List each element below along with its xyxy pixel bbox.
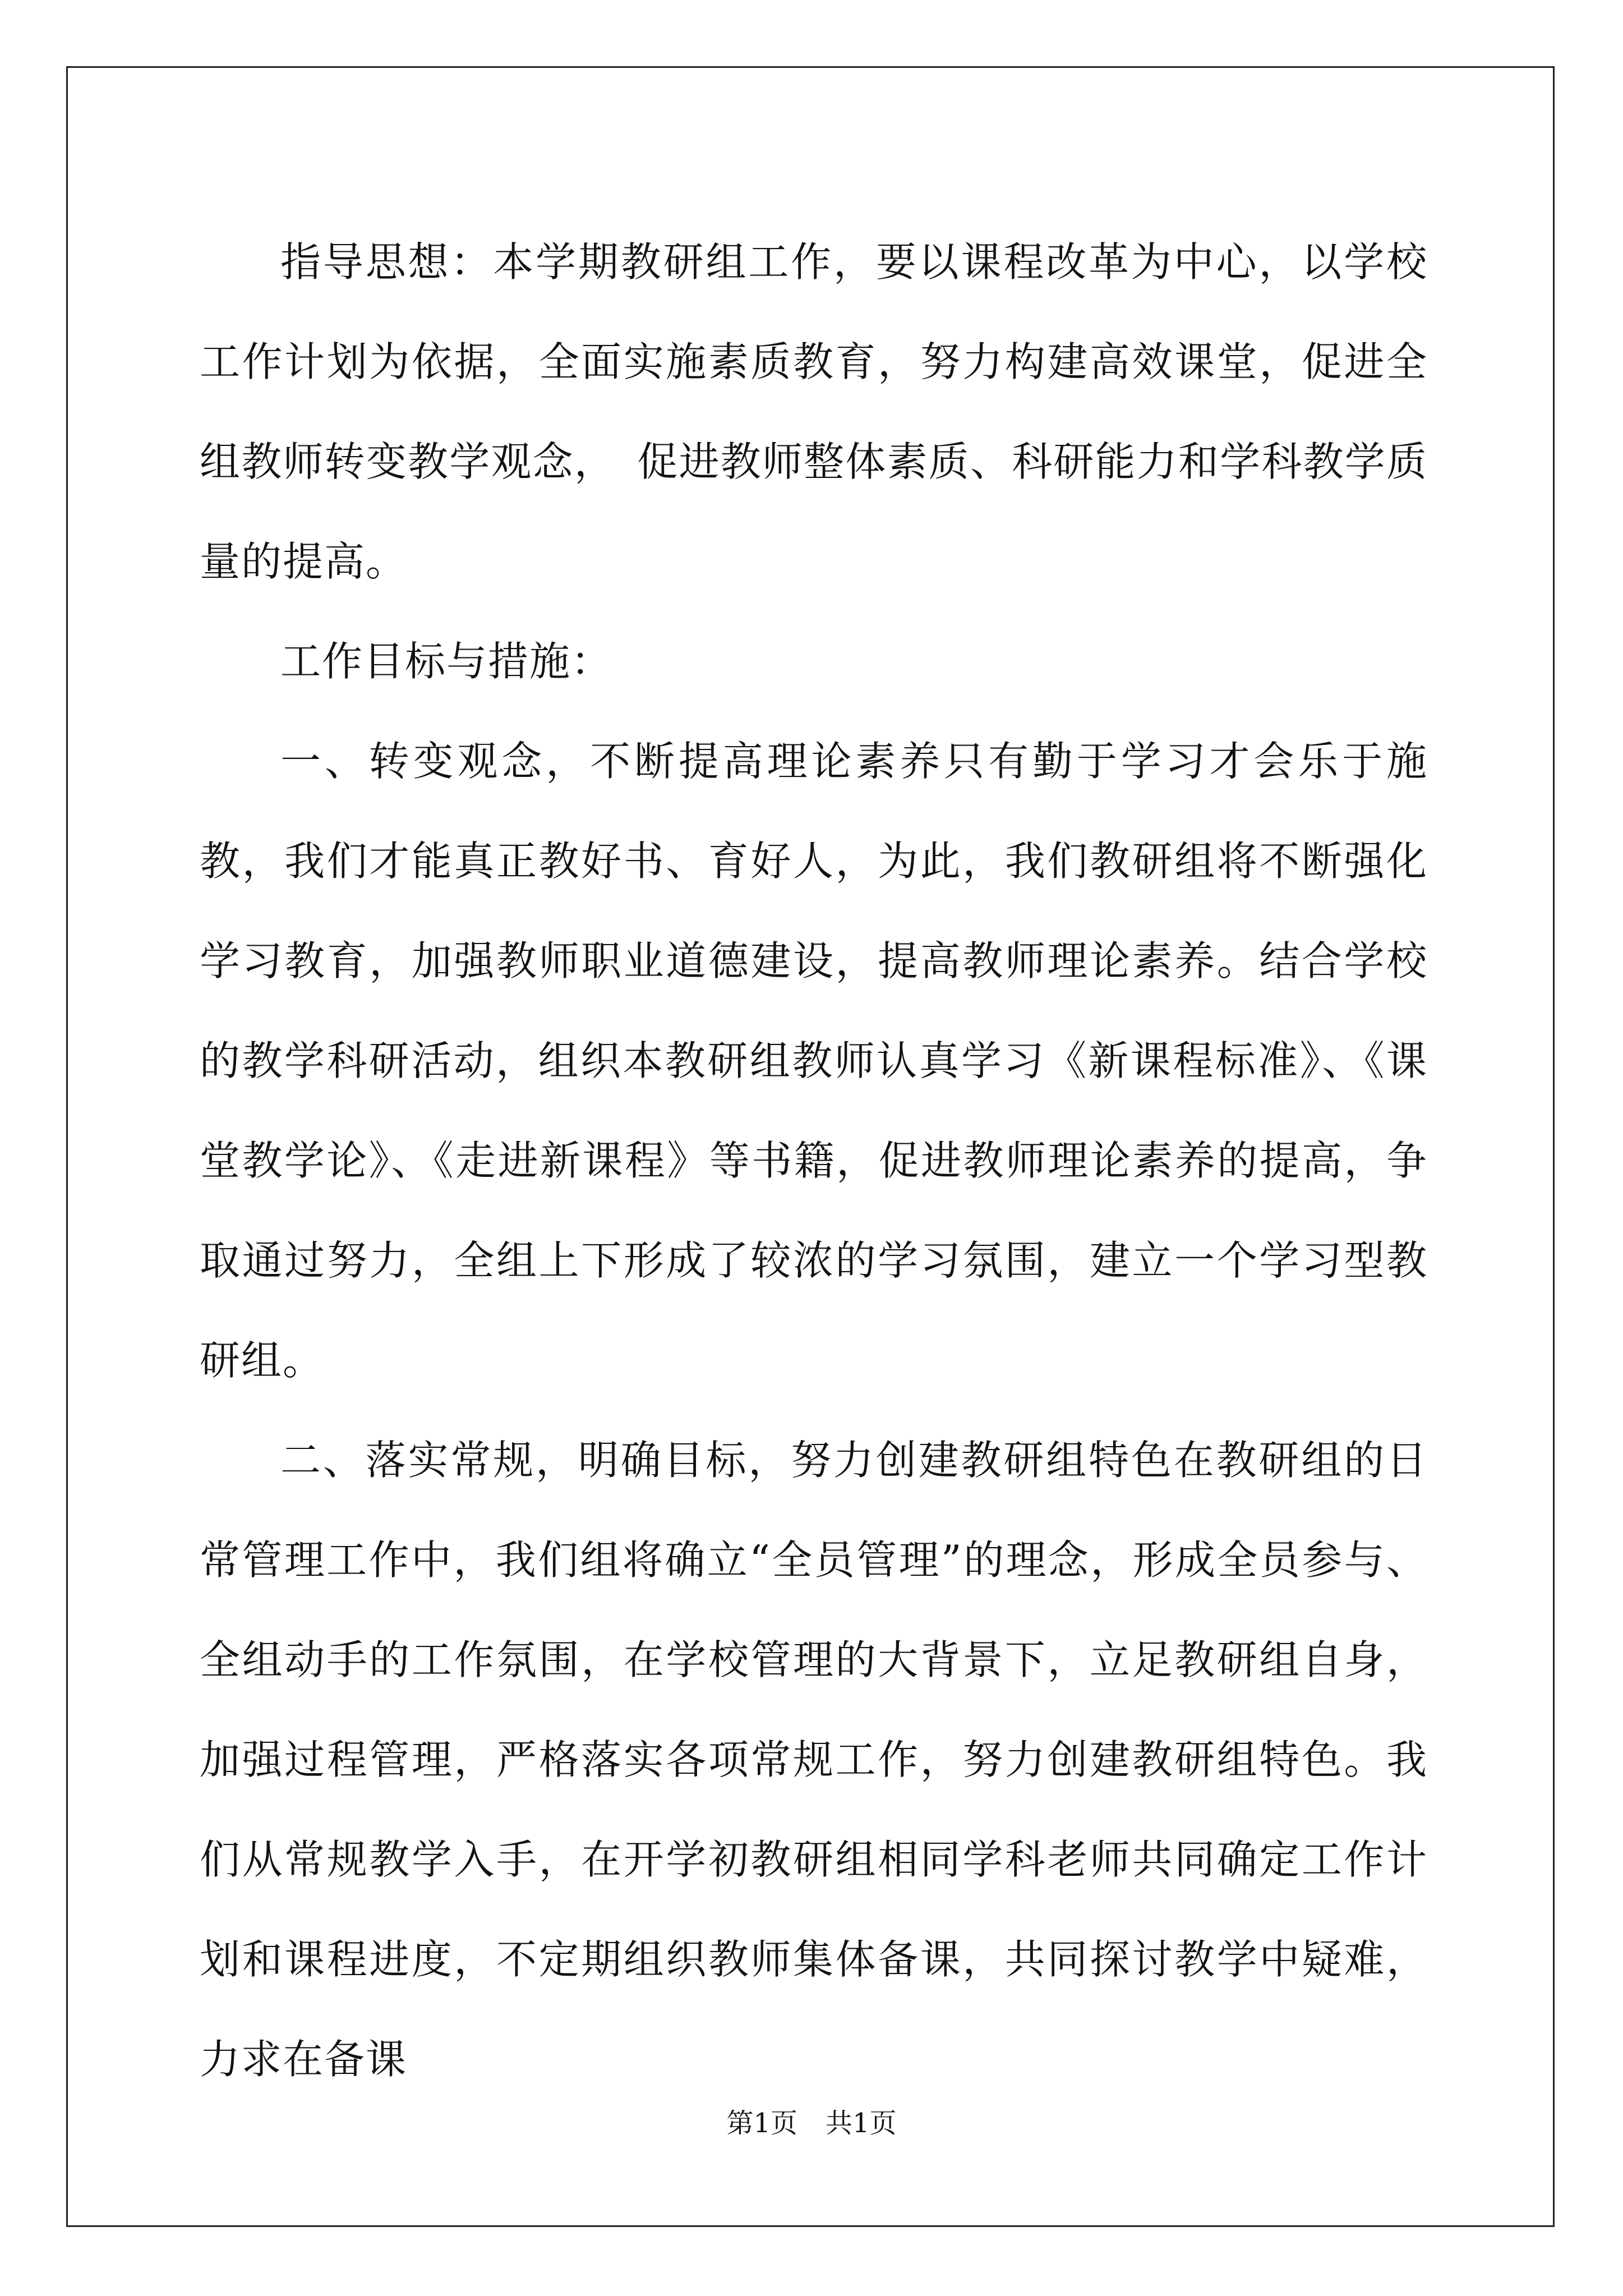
document-body bbox=[200, 212, 1428, 2109]
page-footer bbox=[0, 2106, 1623, 2140]
page-total: 共1页 bbox=[826, 2108, 897, 2139]
paragraph-section-one: 一、转变观念，不断提高理论素养只有勤于学习才会乐于施教，我们才能真正教好书、育好人，为此，我们教研组将不断强化学习教育，加强教师职业道德建设，提高教师理论素养。结合学校的教学科研活动，组织本教研组教师认真学习《新课程标准》、《课堂教学论》、《走进新课程》等书籍，促进教师理论素养的提高，争取通过努力，全组上下形成了较浓的学习氛围，建立一个学习型教研组。 bbox=[200, 738, 1428, 1384]
paragraph-section-two: 二、落实常规，明确目标，努力创建教研组特色在教研组的日常管理工作中，我们组将确立“全员管理”的理念，形成全员参与、全组动手的工作氛围，在学校管理的大背景下，立足教研组自身，加强过程管理，严格落实各项常规工作，努力创建教研组特色。我们从常规教学入手，在开学初教研组相同学科老师共同确定工作计划和课程进度，不定期组织教师集体备课，共同探讨教学中疑难，力求在备课 bbox=[200, 1437, 1428, 2083]
page-number: 第1页 bbox=[726, 2108, 797, 2139]
paragraph-goals-heading: 工作目标与措施： bbox=[280, 638, 613, 685]
paragraph-guiding-thought: 指导思想：本学期教研组工作，要以课程改革为中心，以学校工作计划为依据，全面实施素质教育，努力构建高效课堂，促进全组教师转变教学观念， 促进教师整体素质、科研能力和学科教学质量的提高。 bbox=[200, 238, 1428, 585]
